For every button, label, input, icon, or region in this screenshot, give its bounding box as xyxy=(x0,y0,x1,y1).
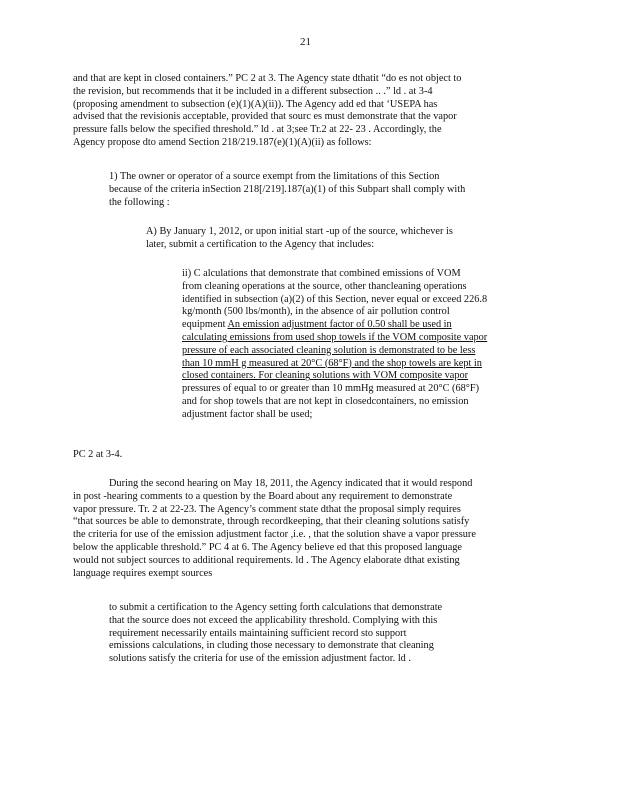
block-quote-rule-ii xyxy=(182,268,527,422)
text-line: 1) The owner or operator of a source exempt from the limitations of this Section xyxy=(109,171,440,182)
text-line: the criteria for use of the emission adjustment factor ,i.e. , that the solution shave a vapor pressure xyxy=(73,529,476,541)
text-line: advised that the revisionis acceptable, provided that sourc es must demonstrate that the vapor xyxy=(73,111,457,123)
text-line: vapor pressure. Tr. 2 at 22-23. The Agency’s comment state dthat the proposal simply requires xyxy=(73,503,461,515)
text-line: (proposing amendment to subsection (e)(1)(A)(ii)). The Agency add ed that ‘USEPA has xyxy=(73,98,438,110)
text-line: language requires exempt sources xyxy=(73,567,213,579)
text-line: requirement necessarily entails maintaining sufficient record sto support xyxy=(109,627,407,639)
text-line: kg/month (500 lbs/month), in the absence of air pollution control xyxy=(182,306,450,318)
text-line: identified in subsection (a)(2) of this Section, never equal or exceed 226.8 xyxy=(182,293,488,305)
block-quote-agency xyxy=(109,602,529,666)
underlined-amendment: closed containers. For cleaning solutions with VOM composite vapor xyxy=(182,370,469,382)
text-line: the revision, but recommends that it be included in a different subsection .. .” ld . at 3-4 xyxy=(73,85,433,97)
text-line: would not subject sources to additional requirements. ld . The Agency elaborate dthat existing xyxy=(73,554,460,566)
text-line: A) By January 1, 2012, or upon initial start -up of the source, whichever is xyxy=(146,226,453,237)
underlined-amendment: pressure of each associated cleaning solution is demonstrated to be less xyxy=(182,344,476,356)
page-number: 21 xyxy=(300,36,311,48)
underlined-amendment: calculating emissions from used shop towels if the VOM composite vapor xyxy=(182,331,488,343)
text-line: solutions satisfy the criteria for use of the emission adjustment factor. ld . xyxy=(109,653,411,665)
text-line: ii) C alculations that demonstrate that combined emissions of VOM xyxy=(182,268,461,279)
text-line: because of the criteria inSection 218[/219].187(a)(1) of this Subpart shall comply with xyxy=(109,183,466,195)
text-line: later, submit a certification to the Agency that includes: xyxy=(146,238,375,250)
text-segment: equipment xyxy=(182,319,228,331)
text-line: and for shop towels that are not kept in closedcontainers, no emission xyxy=(182,395,469,407)
citation: PC 2 at 3-4. xyxy=(73,449,123,460)
text-line: and that are kept in closed containers.” PC 2 at 3. The Agency state dthatit “do es not object to xyxy=(73,73,462,84)
text-line: pressure falls below the specified threshold.” ld . at 3;see Tr.2 at 22- 23 . Accordingly, the xyxy=(73,124,442,136)
text-line: adjustment factor shall be used; xyxy=(182,408,313,420)
underlined-amendment: than 10 mmH g measured at 20°C (68°F) and the shop towels are kept in xyxy=(182,357,482,369)
text-line: Agency propose dto amend Section 218/219.187(e)(1)(A)(ii) as follows: xyxy=(73,136,372,148)
paragraph-agency-revision xyxy=(73,73,535,150)
text-line: that the source does not exceed the applicability threshold. Complying with this xyxy=(109,614,438,626)
text-line: the following : xyxy=(109,196,170,208)
paragraph-second-hearing xyxy=(73,478,535,580)
underlined-amendment: An emission adjustment factor of 0.50 shall be used in xyxy=(227,319,452,331)
text-line: During the second hearing on May 18, 2011, the Agency indicated that it would respond xyxy=(109,478,473,489)
text-line: in post -hearing comments to a question by the Board about any requirement to demonstrate xyxy=(73,490,453,502)
text-line: pressures of equal to or greater than 10 mmHg measured at 20°C (68°F) xyxy=(182,383,480,395)
text-line: below the applicable threshold.” PC 4 at 6. The Agency believe ed that this proposed language xyxy=(73,541,462,553)
block-quote-rule-a xyxy=(146,226,522,252)
text-line xyxy=(182,319,527,332)
text-line: “that sources be able to demonstrate, through recordkeeping, that their cleaning solutions satisfy xyxy=(73,516,470,528)
text-line: emissions calculations, in cluding those necessary to demonstrate that cleaning xyxy=(109,640,434,652)
block-quote-rule-1 xyxy=(109,171,522,209)
text-line: from cleaning operations at the source, other thancleaning operations xyxy=(182,280,467,292)
text-line: to submit a certification to the Agency setting forth calculations that demonstrate xyxy=(109,602,443,613)
